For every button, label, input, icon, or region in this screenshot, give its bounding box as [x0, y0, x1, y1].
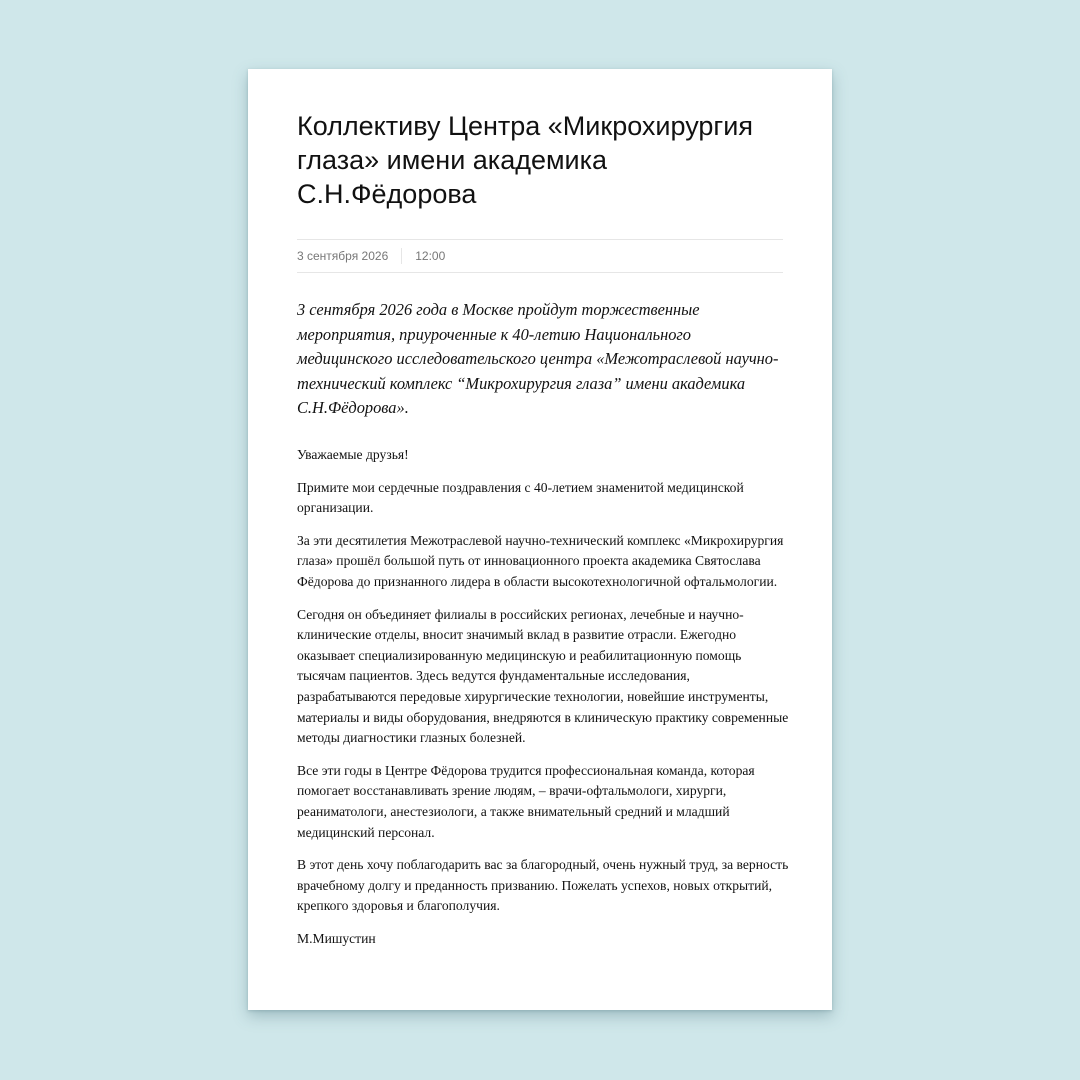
body-paragraph: В этот день хочу поблагодарить вас за благородный, очень нужный труд, за верность врачебному долгу и преданность призванию. Пожелать успехов, новых открытий, крепкого здоровья и благополучия.: [297, 857, 789, 914]
body-paragraph: Сегодня он объединяет филиалы в российских регионах, лечебные и научно-клинические отделы, вносит значимый вклад в развитие отрасли. Ежегодно оказывает специализированную медицинскую и реабилитационную помощь тысячам пациентов. Здесь ведутся фундаментальные исследования, разрабатываются передовые хирургические технологии, новейшие инструменты, материалы и виды оборудования, внедряются в клиническую практику современные методы диагностики глазных болезней.: [297, 606, 789, 746]
greeting-paragraph: Уважаемые друзья!: [297, 447, 409, 462]
signature: М.Мишустин: [297, 930, 376, 946]
article-card: [248, 69, 832, 1010]
article-meta: [297, 239, 783, 273]
article-lead: 3 сентября 2026 года в Москве пройдут торжественные мероприятия, приуроченные к 40-летию Национального медицинского исследовательского центра «Межотраслевой научно-технический комплекс “Микрохирургия глаза” имени академика С.Н.Фёдорова».: [297, 300, 779, 418]
article-body: [297, 445, 789, 949]
body-paragraph: Примите мои сердечные поздравления с 40-летием знаменитой медицинской организации.: [297, 479, 744, 516]
article-time: 12:00: [415, 249, 446, 263]
article-date: 3 сентября 2026: [297, 248, 402, 264]
article-title: Коллективу Центра «Микрохирургия глаза» имени академика С.Н.Фёдорова: [297, 111, 753, 209]
body-paragraph: За эти десятилетия Межотраслевой научно-технический комплекс «Микрохирургия глаза» прошёл большой путь от инновационного проекта академика Святослава Фёдорова до признанного лидера в области высокотехнологичной офтальмологии.: [297, 532, 784, 589]
body-paragraph: Все эти годы в Центре Фёдорова трудится профессиональная команда, которая помогает восстанавливать зрение людям, – врачи-офтальмологи, хирурги, реаниматологи, анестезиологи, а также внимательный средний и младший медицинский персонал.: [297, 762, 755, 840]
